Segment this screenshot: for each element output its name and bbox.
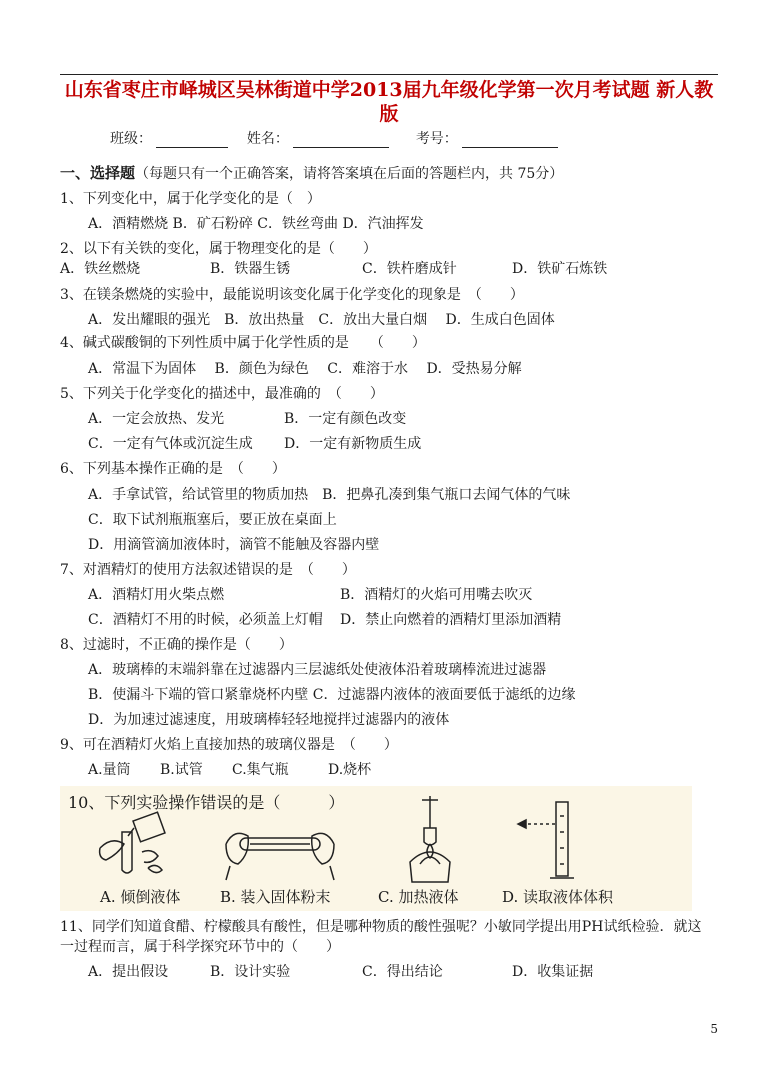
pouring-liquid-illustration [92, 808, 172, 884]
question-2-option-d: D．铁矿石炼铁 [512, 261, 608, 277]
question-1-stem: 1、下列变化中，属于化学变化的是（ ） [60, 191, 321, 207]
question-5-option-b: B．一定有颜色改变 [284, 411, 407, 427]
question-6-option-ab: A．手拿试管，给试管里的物质加热 B．把鼻孔凑到集气瓶口去闻气体的气味 [88, 487, 571, 503]
page-number: 5 [710, 1022, 718, 1036]
question-11-option-b: B．设计实验 [210, 964, 291, 980]
question-9-option-b: B.试管 [160, 762, 203, 778]
section-note: （每题只有一个正确答案，请将答案填在后面的答题栏内，共 75分） [135, 166, 564, 182]
question-5-option-c: C．一定有气体或沉淀生成 [88, 436, 253, 452]
question-4-options: A．常温下为固体 B．颜色为绿色 C．难溶于水 D．受热易分解 [88, 361, 522, 377]
question-6-option-d: D．用滴管滴加液体时，滴管不能触及容器内壁 [88, 537, 380, 553]
class-label: 班级： [110, 131, 152, 147]
section-heading: 一、选择题 [60, 164, 136, 182]
number-label: 考号： [415, 131, 458, 147]
question-7-option-c: C．酒精灯不用的时候，必须盖上灯帽 [88, 612, 323, 628]
name-label: 姓名： [246, 131, 289, 147]
class-blank[interactable] [156, 133, 228, 148]
question-1-options: A．酒精燃烧 B．矿石粉碎 C．铁丝弯曲 D．汽油挥发 [88, 216, 424, 232]
question-9-option-c: C.集气瓶 [232, 762, 289, 778]
question-2-option-a: A．铁丝燃烧 [60, 261, 141, 277]
question-8-option-a: A．玻璃棒的末端斜靠在过滤器内三层滤纸处使液体沿着玻璃棒流进过滤器 [88, 662, 547, 678]
question-8-stem: 8、过滤时，不正确的操作是（ ） [60, 637, 293, 653]
question-2-option-c: C．铁杵磨成针 [362, 261, 457, 277]
question-7-option-b: B．酒精灯的火焰可用嘴去吹灭 [340, 587, 533, 603]
question-5-option-a: A．一定会放热、发光 [88, 411, 225, 427]
question-9-option-d: D.烧杯 [328, 762, 372, 778]
section-heading-row [60, 164, 563, 183]
question-11-stem-line2: 一过程而言，属于科学探究环节中的（ ） [60, 939, 340, 955]
question-9-option-a: A.量筒 [88, 762, 131, 778]
question-11-option-c: C．得出结论 [362, 964, 443, 980]
question-11-stem-line1: 11、同学们知道食醋、柠檬酸具有酸性，但是哪种物质的酸性强呢？小敏同学提出用PH试纸检验．就这 [60, 919, 702, 935]
reading-volume-illustration [510, 796, 600, 884]
question-3-options: A．发出耀眼的强光 B．放出热量 C．放出大量白烟 D．生成白色固体 [88, 312, 555, 328]
question-6-option-c: C．取下试剂瓶瓶塞后，要正放在桌面上 [88, 512, 337, 528]
header-rule [60, 74, 718, 75]
question-5-option-d: D．一定有新物质生成 [284, 436, 422, 452]
question-8-option-d: D．为加速过滤速度，用玻璃棒轻轻地搅拌过滤器内的液体 [88, 712, 450, 728]
q10-caption-d: D. 读取液体体积 [502, 888, 614, 906]
q10-caption-c: C. 加热液体 [378, 888, 459, 906]
question-11-option-a: A．提出假设 [88, 964, 169, 980]
document-title: 山东省枣庄市峄城区吴林街道中学2013届九年级化学第一次月考试题 新人教版 [64, 79, 714, 125]
question-11-option-d: D．收集证据 [512, 964, 594, 980]
question-4-stem: 4、碱式碳酸铜的下列性质中属于化学性质的是 （ ） [60, 335, 426, 351]
name-blank[interactable] [293, 133, 389, 148]
question-10-figure [60, 786, 692, 911]
question-5-stem: 5、下列关于化学变化的描述中，最准确的 （ ） [60, 386, 384, 402]
q10-caption-a: A. 倾倒液体 [100, 888, 181, 906]
number-blank[interactable] [462, 133, 558, 148]
question-10-stem: 10、下列实验操作错误的是（ ） [68, 793, 345, 812]
q10-caption-b: B. 装入固体粉末 [220, 888, 331, 906]
question-9-stem: 9、可在酒精灯火焰上直接加热的玻璃仪器是 （ ） [60, 737, 398, 753]
question-7-option-a: A．酒精灯用火柴点燃 [88, 587, 225, 603]
question-2-stem: 2、以下有关铁的变化，属于物理变化的是（ ） [60, 241, 377, 257]
question-8-option-bc: B．使漏斗下端的管口紧靠烧杯内壁 C．过滤器内液体的液面要低于滤纸的边缘 [88, 687, 576, 703]
question-6-stem: 6、下列基本操作正确的是 （ ） [60, 461, 286, 477]
loading-powder-illustration [220, 814, 340, 884]
heating-liquid-illustration [400, 792, 460, 884]
question-7-stem: 7、对酒精灯的使用方法叙述错误的是 （ ） [60, 562, 356, 578]
question-7-option-d: D．禁止向燃着的酒精灯里添加酒精 [340, 612, 562, 628]
question-2-option-b: B．铁器生锈 [210, 261, 291, 277]
question-3-stem: 3、在镁条燃烧的实验中，最能说明该变化属于化学变化的现象是 （ ） [60, 287, 524, 303]
student-info-row [110, 128, 572, 148]
